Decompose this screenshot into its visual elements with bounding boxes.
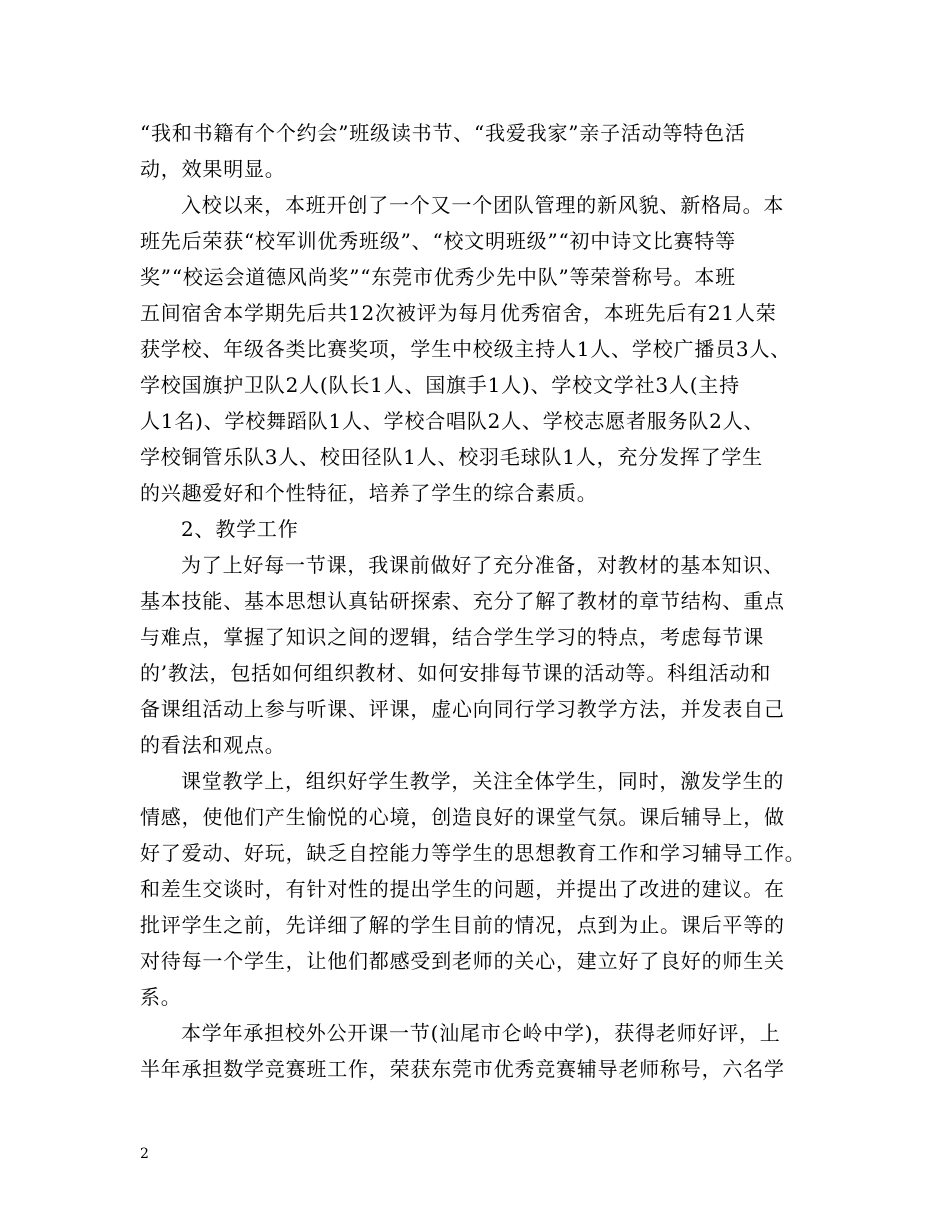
text-line: 的’教法，包括如何组织教材、如何安排每节课的活动等。科组活动和: [140, 661, 772, 685]
text-line: 和差生交谈时，有针对性的提出学生的问题，并提出了改进的建议。在: [140, 877, 785, 901]
paragraph-first-line: 为了上好每一节课，我课前做好了充分准备，对教材的基本知识、: [181, 553, 785, 577]
paragraph-first-line: 入校以来，本班开创了一个又一个团队管理的新风貌、新格局。本: [181, 193, 785, 217]
text-line: 好了爱动、好玩，缺乏自控能力等学生的思想教育工作和学习辅导工作。: [140, 841, 806, 865]
text-line: 学校国旗护卫队2人(队长1人、国旗手1人)、学校文学社3人(主持: [140, 373, 740, 397]
text-line: 的兴趣爱好和个性特征，培养了学生的综合素质。: [140, 481, 598, 505]
paragraph-first-line: 课堂教学上，组织好学生教学，关注全体学生，同时，激发学生的: [181, 769, 785, 793]
text-line: 半年承担数学竞赛班工作，荣获东莞市优秀竞赛辅导老师称号，六名学: [140, 1057, 785, 1081]
text-line: 对待每一个学生，让他们都感受到老师的关心，建立好了良好的师生关: [140, 949, 785, 973]
text-line: 奖”“校运会道德风尚奖”“东莞市优秀少先中队”等荣誉称号。本班: [140, 265, 736, 289]
text-line: 基本技能、基本思想认真钻研探索、充分了解了教材的章节结构、重点: [140, 589, 785, 613]
text-line: 情感，使他们产生愉悦的心境，创造良好的课堂气氛。课后辅导上，做: [140, 805, 785, 829]
page-number: 2: [140, 1146, 149, 1162]
text-line: 五间宿舍本学期先后共12次被评为每月优秀宿舍，本班先后有21人荣: [140, 301, 777, 325]
text-line: 系。: [140, 985, 182, 1009]
text-line: “我和书籍有个个约会”班级读书节、“我爱我家”亲子活动等特色活: [140, 121, 746, 145]
text-line: 动，效果明显。: [140, 157, 286, 181]
text-line: 批评学生之前，先详细了解的学生目前的情况，点到为止。课后平等的: [140, 913, 785, 937]
text-line: 学校铜管乐队3人、校田径队1人、校羽毛球队1人，充分发挥了学生: [140, 445, 763, 469]
text-line: 与难点，掌握了知识之间的逻辑，结合学生学习的特点，考虑每节课: [140, 625, 764, 649]
text-line: 班先后荣获“校军训优秀班级”、“校文明班级”“初中诗文比赛特等: [140, 229, 736, 253]
paragraph-first-line: 本学年承担校外公开课一节(汕尾市仑岭中学)，获得老师好评，上: [181, 1021, 781, 1045]
text-line: 备课组活动上参与听课、评课，虚心向同行学习教学方法，并发表自己: [140, 697, 785, 721]
text-line: 人1名)、学校舞蹈队1人、学校合唱队2人、学校志愿者服务队2人、: [140, 409, 765, 433]
text-line: 的看法和观点。: [140, 733, 286, 757]
text-line: 获学校、年级各类比赛奖项，学生中校级主持人1人、学校广播员3人、: [140, 337, 792, 361]
section-heading: 2、教学工作: [181, 517, 299, 541]
